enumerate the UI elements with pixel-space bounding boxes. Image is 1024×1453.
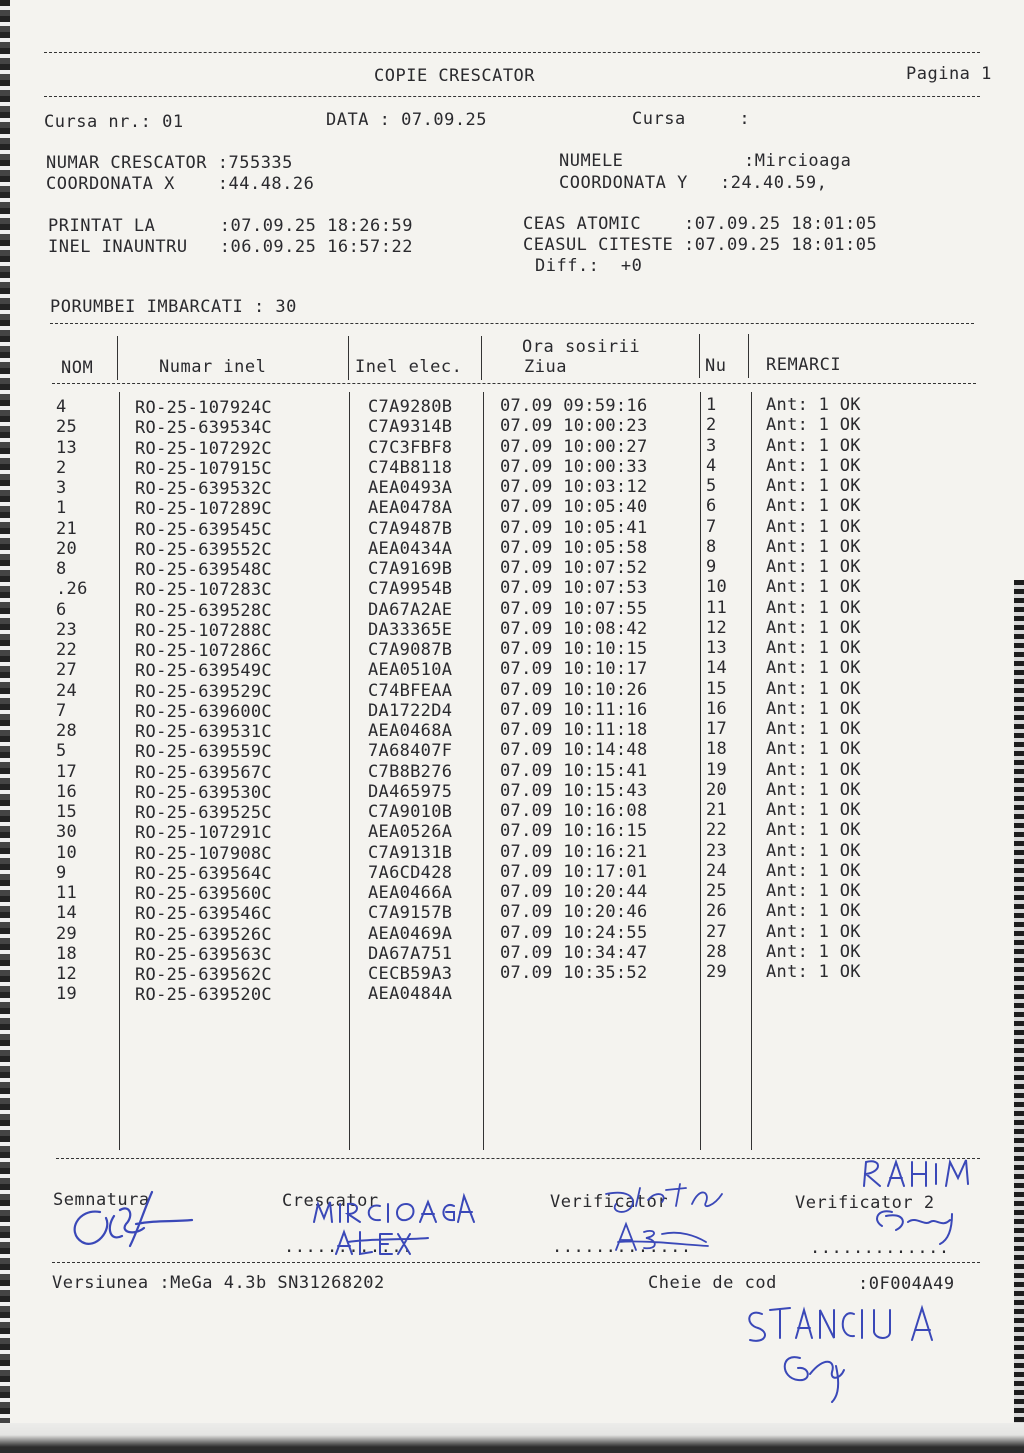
cell-nu: 6 <box>706 496 717 517</box>
cell-nom: 19 <box>56 984 78 1005</box>
column-inel-elec <box>368 397 452 1005</box>
cell-nu: 7 <box>706 516 717 537</box>
cell-numar-inel: RO-25-639520C <box>135 985 272 1006</box>
cell-inel-elec: C7A9010B <box>368 802 453 822</box>
cell-nom: 21 <box>56 518 78 539</box>
cell-numar-inel: RO-25-107283C <box>135 580 272 601</box>
cell-remarci: Ant: 1 OK <box>766 698 861 719</box>
cell-remarci: Ant: 1 OK <box>766 597 861 618</box>
cell-nu: 22 <box>706 820 728 841</box>
cell-nu: 29 <box>706 962 728 982</box>
cell-nu: 15 <box>706 678 728 699</box>
column-rule <box>481 336 482 380</box>
cell-remarci: Ant: 1 OK <box>766 840 861 861</box>
cell-nu: 2 <box>706 415 717 436</box>
cell-inel-elec: 7A68407F <box>368 741 453 762</box>
cell-nu: 5 <box>706 476 717 496</box>
divider <box>52 1262 980 1263</box>
cell-inel-elec: DA465975 <box>368 781 453 802</box>
sheet-bottom-edge <box>0 1423 1024 1453</box>
cell-nom: 16 <box>56 781 78 802</box>
cell-ora-sosirii: 07.09 10:34:47 <box>500 942 648 963</box>
cell-inel-elec: CECB59A3 <box>368 964 453 984</box>
cell-inel-elec: C7A9487B <box>368 518 453 539</box>
cell-numar-inel: RO-25-107286C <box>135 641 272 661</box>
cell-inel-elec: C7A9157B <box>368 903 453 924</box>
cell-ora-sosirii: 07.09 10:35:52 <box>500 963 648 983</box>
cell-nu: 23 <box>706 840 728 861</box>
cell-numar-inel: RO-25-639532C <box>135 479 272 499</box>
cell-nu: 21 <box>706 800 728 820</box>
pigeons-boarded: PORUMBEI IMBARCATI : 30 <box>50 297 297 317</box>
cell-nu: 16 <box>706 698 728 719</box>
cell-numar-inel: RO-25-107289C <box>135 499 272 520</box>
document-title: COPIE CRESCATOR <box>374 66 536 86</box>
cell-inel-elec: C7A9280B <box>368 397 453 417</box>
divider <box>44 96 980 97</box>
cell-ora-sosirii: 07.09 10:07:53 <box>500 578 648 599</box>
divider <box>52 383 976 384</box>
cell-nom: 25 <box>56 417 78 438</box>
cell-inel-elec: C7C3FBF8 <box>368 437 453 458</box>
cell-inel-elec: DA1722D4 <box>368 700 453 721</box>
cell-nu: 14 <box>706 658 728 679</box>
cell-ora-sosirii: 07.09 10:15:43 <box>500 780 648 801</box>
cell-numar-inel: RO-25-639564C <box>135 863 272 884</box>
cell-numar-inel: RO-25-639549C <box>135 661 272 682</box>
cell-nom: 5 <box>56 741 67 762</box>
cell-nom: 12 <box>56 964 78 984</box>
cell-inel-elec: C74B8118 <box>368 457 453 478</box>
cell-ora-sosirii: 07.09 10:17:01 <box>500 861 648 882</box>
cell-ora-sosirii <box>500 983 648 1003</box>
cell-ora-sosirii: 07.09 10:10:26 <box>500 679 648 700</box>
cell-remarci: Ant: 1 OK <box>766 496 861 517</box>
cell-inel-elec: AEA0468A <box>368 721 453 741</box>
cell-remarci: Ant: 1 OK <box>766 962 861 982</box>
verificator2-label: Verificator 2 <box>795 1193 935 1213</box>
cell-ora-sosirii: 07.09 10:15:41 <box>500 760 648 781</box>
divider <box>44 52 980 53</box>
race-date: DATA : 07.09.25 <box>326 110 488 130</box>
cell-nom: 11 <box>56 883 78 903</box>
header-nom: NOM <box>61 358 94 378</box>
cell-nu: 3 <box>706 435 717 456</box>
cell-numar-inel: RO-25-639548C <box>135 560 272 580</box>
cell-numar-inel: RO-25-639567C <box>135 762 272 783</box>
cell-ora-sosirii: 07.09 10:07:52 <box>500 558 648 578</box>
column-ora-sosirii <box>500 396 648 1004</box>
cell-remarci: Ant: 1 OK <box>766 536 861 557</box>
cell-ora-sosirii: 07.09 10:14:48 <box>500 740 648 761</box>
cell-numar-inel: RO-25-107915C <box>135 458 272 479</box>
cell-inel-elec: C7A9314B <box>368 417 453 438</box>
header-numar-inel: Numar inel <box>159 357 267 377</box>
cell-nu: 11 <box>706 597 728 618</box>
header-ziua: Ziua <box>524 357 567 377</box>
column-rule <box>748 334 749 378</box>
cell-nu: 13 <box>706 638 728 658</box>
cell-remarci: Ant: 1 OK <box>766 617 861 638</box>
cell-nom: 23 <box>56 619 78 640</box>
cell-nu: 24 <box>706 860 728 881</box>
breeder-name-label: NUMELE <box>559 151 624 171</box>
cell-ora-sosirii: 07.09 10:16:08 <box>500 801 648 821</box>
cell-nom: 14 <box>56 903 78 924</box>
cell-inel-elec: AEA0510A <box>368 660 453 681</box>
cell-ora-sosirii: 07.09 10:00:33 <box>500 456 648 477</box>
race-name: Cursa : <box>632 109 751 129</box>
cell-numar-inel: RO-25-639563C <box>135 944 272 965</box>
cell-ora-sosirii: 07.09 10:03:12 <box>500 477 648 497</box>
verificator2-dots: ............. <box>810 1238 950 1258</box>
race-number: Cursa nr.: 01 <box>44 112 184 132</box>
column-rule <box>349 392 350 1150</box>
crescator-dots: ............ <box>284 1237 413 1257</box>
cell-numar-inel: RO-25-639526C <box>135 924 272 945</box>
cell-nom: 9 <box>56 862 67 883</box>
bottom-handwritten-name <box>740 1296 950 1406</box>
cell-numar-inel: RO-25-639531C <box>135 722 272 742</box>
coordinate-x: COORDONATA X :44.48.26 <box>46 174 315 194</box>
signature-label: Semnatura <box>53 1190 150 1210</box>
cell-remarci: Ant: 1 OK <box>766 455 861 476</box>
cell-ora-sosirii: 07.09 10:16:15 <box>500 821 648 842</box>
cell-nom: 18 <box>56 943 78 964</box>
cell-ora-sosirii: 07.09 10:20:46 <box>500 902 648 923</box>
cell-nom: 24 <box>56 680 78 701</box>
header-remarci: REMARCI <box>766 355 842 375</box>
header-nu: Nu <box>705 356 727 376</box>
cell-ora-sosirii: 07.09 10:16:21 <box>500 841 648 862</box>
cell-ora-sosirii: 07.09 10:08:42 <box>500 618 648 639</box>
atomic-clock: CEAS ATOMIC :07.09.25 18:01:05 <box>523 214 878 234</box>
cell-ora-sosirii: 07.09 10:24:55 <box>500 922 648 943</box>
cell-numar-inel: RO-25-639552C <box>135 539 272 560</box>
cell-remarci <box>766 982 861 1002</box>
cell-numar-inel: RO-25-639534C <box>135 418 272 439</box>
cell-numar-inel: RO-25-639545C <box>135 519 272 540</box>
column-rule <box>119 392 120 1150</box>
column-numar-inel <box>135 398 272 1006</box>
cell-nom: 2 <box>56 457 67 478</box>
cell-nom: 22 <box>56 640 78 660</box>
cell-inel-elec: DA33365E <box>368 619 453 640</box>
cell-nu: 9 <box>706 557 717 577</box>
cell-inel-elec: C74BFEAA <box>368 680 453 701</box>
cell-nom: 3 <box>56 478 67 498</box>
cell-remarci: Ant: 1 OK <box>766 395 861 415</box>
cell-remarci: Ant: 1 OK <box>766 719 861 739</box>
cell-remarci: Ant: 1 OK <box>766 516 861 537</box>
cell-remarci: Ant: 1 OK <box>766 435 861 456</box>
column-rule <box>348 336 349 380</box>
cell-nu: 20 <box>706 779 728 800</box>
cell-numar-inel: RO-25-107291C <box>135 823 272 844</box>
printed-at: PRINTAT LA :07.09.25 18:26:59 <box>48 216 413 236</box>
cell-nu: 28 <box>706 941 728 962</box>
cell-ora-sosirii: 07.09 10:20:44 <box>500 882 648 902</box>
software-version: Versiunea :MeGa 4.3b SN31268202 <box>52 1273 385 1293</box>
crescator-label: Crescator <box>282 1191 379 1211</box>
column-rule <box>700 392 701 1150</box>
cell-numar-inel: RO-25-107924C <box>135 398 272 418</box>
cell-remarci: Ant: 1 OK <box>766 638 861 658</box>
cell-inel-elec: AEA0484A <box>368 984 453 1005</box>
cell-remarci: Ant: 1 OK <box>766 941 861 962</box>
cell-inel-elec: C7A9087B <box>368 640 453 660</box>
cell-numar-inel: RO-25-639600C <box>135 701 272 722</box>
cell-remarci: Ant: 1 OK <box>766 557 861 577</box>
cell-numar-inel: RO-25-107292C <box>135 438 272 459</box>
column-nom <box>56 397 88 1005</box>
cell-remarci: Ant: 1 OK <box>766 739 861 760</box>
cell-remarci: Ant: 1 OK <box>766 820 861 841</box>
cell-ora-sosirii: 07.09 10:11:18 <box>500 720 648 740</box>
cell-remarci: Ant: 1 OK <box>766 901 861 922</box>
verificator2-handwriting <box>852 1150 972 1250</box>
cell-nu: 25 <box>706 881 728 901</box>
cell-nom: 1 <box>56 498 67 519</box>
cell-numar-inel: RO-25-639559C <box>135 742 272 763</box>
cell-ora-sosirii: 07.09 10:00:23 <box>500 416 648 437</box>
cell-nom: 28 <box>56 721 78 741</box>
background-fabric-right <box>1014 580 1024 1453</box>
cell-nom: 20 <box>56 538 78 559</box>
crescator-handwritten-name <box>308 1182 478 1262</box>
cell-numar-inel: RO-25-639560C <box>135 884 272 904</box>
cell-nu: 18 <box>706 739 728 760</box>
cell-remarci: Ant: 1 OK <box>766 476 861 496</box>
cell-numar-inel: RO-25-639528C <box>135 600 272 621</box>
cell-nom: 6 <box>56 599 67 620</box>
cell-remarci: Ant: 1 OK <box>766 860 861 881</box>
cell-remarci: Ant: 1 OK <box>766 678 861 699</box>
cell-numar-inel: RO-25-639530C <box>135 782 272 803</box>
cell-ora-sosirii: 07.09 10:10:15 <box>500 639 648 659</box>
cell-remarci: Ant: 1 OK <box>766 577 861 598</box>
cell-nom: 7 <box>56 700 67 721</box>
breeder-number: NUMAR CRESCATOR :755335 <box>46 153 293 173</box>
cell-remarci: Ant: 1 OK <box>766 921 861 942</box>
coordinate-y: COORDONATA Y :24.40.59, <box>559 173 828 193</box>
column-rule <box>117 336 118 380</box>
cell-ora-sosirii: 07.09 10:10:17 <box>500 659 648 680</box>
cell-nom: 27 <box>56 660 78 681</box>
cell-inel-elec: AEA0478A <box>368 498 453 519</box>
verificator-label: Verificator <box>550 1192 669 1212</box>
clock-difference: Diff.: +0 <box>535 256 643 276</box>
cell-nu: 1 <box>706 395 717 415</box>
verificator-dots: ............. <box>552 1237 692 1257</box>
cell-nom: 8 <box>56 559 67 579</box>
cell-nom: 30 <box>56 822 78 843</box>
column-rule <box>699 334 700 378</box>
cell-remarci: Ant: 1 OK <box>766 881 861 901</box>
cell-nom: 13 <box>56 437 78 458</box>
cell-numar-inel: RO-25-639525C <box>135 803 272 823</box>
column-rule <box>483 392 484 1150</box>
cell-nom: 10 <box>56 842 78 863</box>
cell-remarci: Ant: 1 OK <box>766 779 861 800</box>
cell-inel-elec: AEA0466A <box>368 883 453 903</box>
cell-nu: 10 <box>706 577 728 598</box>
cell-nom: 17 <box>56 761 78 782</box>
cell-remarci: Ant: 1 OK <box>766 415 861 436</box>
header-inel-elec: Inel elec. <box>355 357 463 377</box>
ring-inside: INEL INAUNTRU :06.09.25 16:57:22 <box>48 237 413 257</box>
cell-inel-elec: C7A9131B <box>368 842 453 863</box>
code-key-label: Cheie de cod <box>648 1273 777 1293</box>
cell-ora-sosirii: 07.09 10:05:40 <box>500 497 648 518</box>
breeder-name-value: :Mircioaga <box>744 151 852 171</box>
column-remarci <box>766 395 861 1003</box>
cell-inel-elec: DA67A2AE <box>368 599 453 620</box>
cell-nom: 4 <box>56 397 67 417</box>
cell-nu <box>706 982 727 1002</box>
column-nu <box>706 395 727 1003</box>
cell-remarci: Ant: 1 OK <box>766 759 861 780</box>
column-rule <box>751 392 752 1150</box>
cell-nu: 12 <box>706 617 728 638</box>
cell-remarci: Ant: 1 OK <box>766 800 861 820</box>
cell-ora-sosirii: 07.09 10:05:58 <box>500 537 648 558</box>
cell-numar-inel: RO-25-107908C <box>135 843 272 864</box>
cell-nu: 27 <box>706 921 728 942</box>
cell-numar-inel: RO-25-639529C <box>135 681 272 702</box>
header-ora-sosirii: Ora sosirii <box>522 337 641 357</box>
cell-inel-elec: AEA0526A <box>368 822 453 843</box>
cell-nu: 4 <box>706 455 717 476</box>
cell-inel-elec: DA67A751 <box>368 943 453 964</box>
cell-ora-sosirii: 07.09 10:05:41 <box>500 517 648 538</box>
cell-ora-sosirii: 07.09 10:07:55 <box>500 598 648 619</box>
cell-numar-inel: RO-25-107288C <box>135 620 272 641</box>
cell-inel-elec: AEA0434A <box>368 538 453 559</box>
cell-nom: 15 <box>56 802 78 822</box>
code-key-value: :0F004A49 <box>858 1274 955 1294</box>
background-fabric-left <box>0 0 10 1453</box>
signature-handwriting <box>60 1180 200 1260</box>
cell-inel-elec: AEA0469A <box>368 923 453 944</box>
cell-nom: .26 <box>56 579 88 600</box>
cell-ora-sosirii: 07.09 10:11:16 <box>500 699 648 720</box>
cell-ora-sosirii: 07.09 10:00:27 <box>500 436 648 457</box>
cell-inel-elec: C7B8B276 <box>368 761 453 782</box>
cell-numar-inel: RO-25-639562C <box>135 965 272 985</box>
clock-reads: CEASUL CITESTE :07.09.25 18:01:05 <box>523 235 878 255</box>
cell-inel-elec: AEA0493A <box>368 478 453 498</box>
cell-remarci: Ant: 1 OK <box>766 658 861 679</box>
cell-nu: 8 <box>706 536 717 557</box>
cell-inel-elec: C7A9954B <box>368 579 453 600</box>
cell-inel-elec: 7A6CD428 <box>368 862 453 883</box>
cell-numar-inel: RO-25-639546C <box>135 904 272 925</box>
page-number: Pagina 1 <box>906 64 992 84</box>
divider <box>56 1158 980 1159</box>
cell-nu: 19 <box>706 759 728 780</box>
verificator-signature <box>596 1176 736 1260</box>
cell-inel-elec: C7A9169B <box>368 559 453 579</box>
divider <box>50 323 974 324</box>
cell-nu: 26 <box>706 901 728 922</box>
cell-ora-sosirii: 07.09 09:59:16 <box>500 396 648 416</box>
cell-nom: 29 <box>56 923 78 944</box>
cell-nu: 17 <box>706 719 728 739</box>
